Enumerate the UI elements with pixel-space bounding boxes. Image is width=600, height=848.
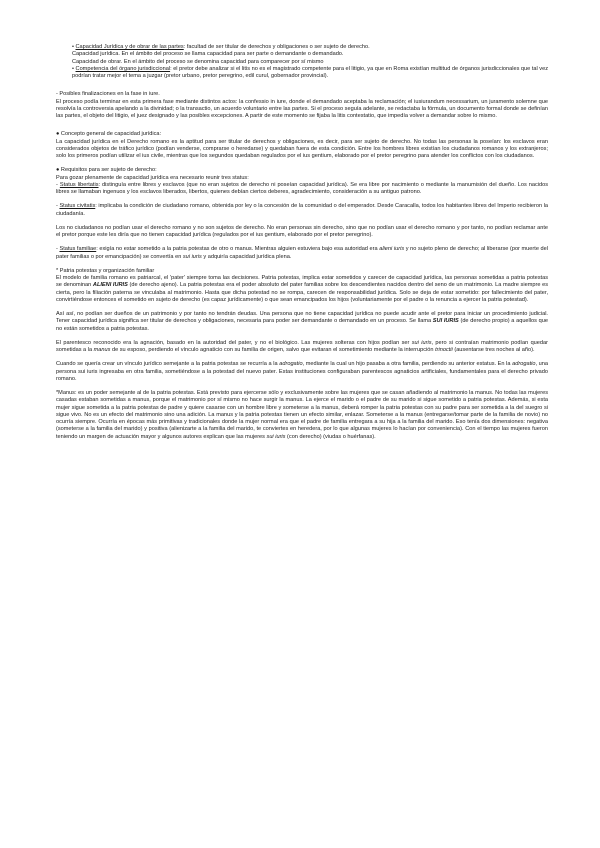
- heading-concepto: ● Concepto general de capacidad jurídica:: [56, 131, 162, 138]
- term-capacidad: Capacidad Jurídica y de obrar de las partes: [75, 44, 184, 50]
- line-capacidad-juridica: Capacidad jurídica. En el ámbito del proceso se llama capacidad para ser parte o demandante o demandado.: [72, 51, 344, 58]
- status-familiae: - Status familiae: exigía no estar sometido a la patria potestas de otro o manus. Mientras alguien estuviera bajo esa autoridad era alieni iuris y no sujeto pleno de derecho; al liberarse (por muerte del pater familias o por emancipación) se convertía en sui iuris y adquiría capacidad jurídica plena.: [56, 246, 548, 260]
- paragraph-modelo-familia: El modelo de familia romano es patriarcal, el 'pater' siempre toma las decisiones. Patria potestas, implica estar sometidos y carecer de capacidad jurídica, las personas sometidas a patria potestas se denominan ALIENI IURIS (de derecho ajeno). La patria potestas era el poder absoluto del pater familias sobre los descendientes nacidos dentro del seno de un matrimonio. La madre siempre es cierta, pero la filiación paterna se vinculaba al matrimonio. Hasta que dicha potestad no se rompa, carecen de responsabilidad jurídica. Solo se deja de estar sometido: por fallecimiento del pater, convirtiéndose entonces el sometido en sujeto de derecho (es capaz jurídicamente) o que sean emancipados los hijos (voluntariamente por el padre o la renuncia a ejercer la patria potestad).: [56, 275, 549, 303]
- paragraph-adrogatio: Cuando se quería crear un vínculo jurídico semejante a la patria potestas se recurría a la adrogatio, mediante la cual un hijo pasaba a otra familia, perdiendo su anterior estatus. En la adrogatio, una persona sui iuris ingresaba en otra familia, sometiéndose a la potestad del nuevo pater. Estas instituciones configuraban parentescos agnaticios artificiales, fundamentales para el derecho privado romano.: [56, 361, 549, 382]
- section-concepto: [56, 131, 548, 160]
- term-libertatis: Status libertatis: [59, 181, 99, 188]
- intro-requisitos: Para gozar plenamente de capacidad jurídica era necesario reunir tres status:: [56, 174, 249, 181]
- term-familiae: Status familiae: [59, 246, 97, 253]
- status-libertatis: - Status libertatis: distinguía entre libres y esclavos (que no eran sujetos de derecho ni poseían capacidad jurídica). Se era libre por nacimiento o mediante la manumisión del dueño. Los nacidos libres se llamaban ingenuos y los esclavos liberados, libertos, quienes debían ciertos deberes, agradecimiento, consideración a su antiguo patrono.: [56, 181, 548, 195]
- paragraph-concepto: La capacidad jurídica en el Derecho romano es la aptitud para ser titular de derechos y obligaciones, es decir, para ser sujeto de derecho. No todas las personas la poseían: los esclavos eran considerados objetos de tráfico jurídico (podían venderse, comprarse o heredarse) y quedaban fuera de esta condición. Entre los hombres libres existían los ciudadanos romanos y los extranjeros; solo los primeros podían utilizar el ius civile, mientras que los segundos quedaban regulados por el ius gentium, elaborado por el pretor peregrino para atender los conflictos con los ciudadanos.: [56, 138, 548, 159]
- paragraph-no-ciudadanos: Los no ciudadanos no podían usar el derecho romano y no son sujetos de derecho. No eran personas sin derecho, sino que no podían usar el derecho romano y por tanto, no podían reclamar ante el pretor porque este les diría que no tienen capacidad jurídica (regulados por el ius gentium, elaborado por el pretor peregrino).: [56, 224, 548, 238]
- term-civitatis: Status civitatis: [59, 203, 96, 210]
- paragraph-manus: *Manus: es un poder semejante al de la patria potestas. Está previsto para ejercerse sólo y exclusivamente sobre las mujeres que se casan añadiendo al matrimonio la manus. No todas las mujeres casadas estaban sometidas a manus, porque el matrimonio por sí mismo no hace surgir la manus. La ejerce el marido o el padre de su marido si sigue sometido a patria potestas. Además, si esta mujer sigue sometida a la patria potestas de padre y quiere casarse con un hombre libre y someterse a la manus, deberá romper la patria potestas con su padre para ser sometida a la del suegro si sigue vivo. No es un efecto del matrimonio sino una adición. La manus y la patria potestas tienen un efecto similar, enlazar. Someterse a la manus (entregarse/tomar parte de la familia de novio) no ocurría siempre. Ocurría en épocas más primitivas y tradicionales donde la mujer normal era que el padre de familia entregara a su hija a la familia del marido. Eso tenía dos dimensiones: negativa (someterse a la familia del marido) y positiva (alienizarte a la familia del marido, te conviertes en heredera, por lo que algunas mujeres lo hacían por conveniencia). Con el tiempo las mujeres fueron teniendo un margen de actuación mayor y algunos autores explican que las mujeres sui iuris (con derecho) (viudas o huérfanas).: [56, 390, 548, 440]
- bullet-competencia: • Competencia del órgano jurisdiccional: el pretor debe analizar si el litis no es el magistrado competente para el litigio, ya que en Roma existían multitud de órganos jurisdiccionales que tal vez podrían tratar mejor el tema a juzgar (pretor urbano, pretor peregrino, edil curul, gobernador provincial).: [72, 65, 548, 79]
- status-civitatis: - Status civitatis: implicaba la condición de ciudadano romano, obtenida por ley o la concesión de la comunidad o del emperador. Desde Caracalla, todos los habitantes libres del Imperio recibieron la ciudadanía.: [56, 203, 548, 217]
- paragraph-finalizaciones: El proceso podía terminar en esta primera fase mediante distintos actos: la confessio in iure, donde el demandado aceptaba la reclamación; el iusiurandum necessarium, un juramento solemne que resolvía la controversia apelando a la divinidad; o la transactio, un acuerdo voluntario entre las partes. Si el proceso seguía adelante, se redactaba la fórmula, un documento formal donde se definían las partes, el objeto del litigio, el juez designado y las posibles excepciones. A partir de este momento se fijaba la litis contestatio, que impedía volver a demandar sobre lo mismo.: [56, 98, 548, 119]
- paragraph-patrimonio: Así así, no podían ser dueños de un patrimonio y por tanto no tendrán deudas. Una persona que no tiene capacidad jurídica no puede acudir ante el pretor para iniciar un procedimiento judicial. Tener capacidad jurídica significa ser titular de derechos y obligaciones, necesaria para poder ser demandante o demandado en un proceso. Se llama SUI IURIS (de derecho propio) a aquellos que no están sometidos a patria potestas.: [56, 311, 548, 332]
- section-patria-potestas: [56, 268, 548, 441]
- line-capacidad-obrar: Capacidad de obrar. En el ámbito del proceso se denomina capacidad para comparecer por sí mismo: [72, 58, 324, 65]
- heading-requisitos: ● Requisitos para ser sujeto de derecho:: [56, 167, 157, 174]
- section-finalizaciones: [56, 91, 548, 120]
- heading-patria-potestas: * Patria potestas y organización familiar: [56, 267, 155, 274]
- section-requisitos: [56, 167, 548, 261]
- section-capacity-requirements: [56, 44, 548, 80]
- heading-finalizaciones: - Posibles finalizaciones en la fase in iure.: [56, 91, 160, 98]
- bullet-capacidad: • Capacidad Jurídica y de obrar de las partes: facultad de ser titular de derechos y obligaciones o ser sujeto de derecho.: [72, 44, 370, 50]
- paragraph-parentesco: El parentesco reconocido era la agnación, basado en la autoridad del pater, y no el biológico. Las mujeres solteras con hijos podían ser sui iuris, pero si contraían matrimonio podían quedar sometidas a la manus de su esposo, perdiendo el vínculo agnaticio con su familia de origen, salvo que evitaran el sometimiento mediante la interrupción trinoctii (ausentarse tres noches al año).: [56, 339, 548, 353]
- term-competencia: Competencia del órgano jurisdiccional: [75, 65, 171, 72]
